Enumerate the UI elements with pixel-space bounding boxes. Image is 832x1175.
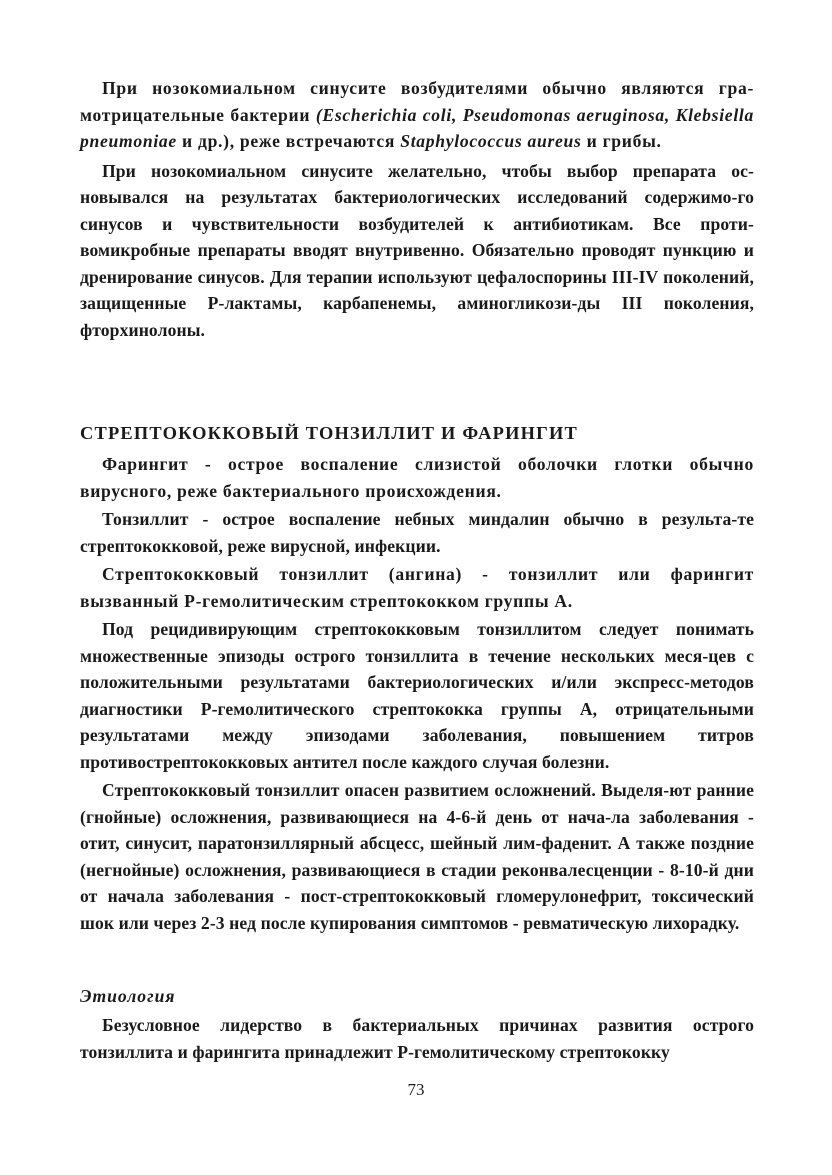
- paragraph-pharyngitis: Фарингит - острое воспаление слизистой оболочки глотки обычно вирусного, реже бактериального происхождения.: [80, 454, 754, 501]
- section-heading: СТРЕПТОКОККОВЫЙ ТОНЗИЛЛИТ И ФАРИНГИТ: [80, 423, 578, 443]
- page-number: 73: [407, 1080, 425, 1099]
- text-run: При нозокомиальном синусите возбудителями обычно являются гра-мотрицательные бактерии: [80, 78, 754, 125]
- paragraph-nosocomial-pathogens: [80, 75, 754, 155]
- paragraph-strep-tonsillitis: Стрептококковый тонзиллит (ангина) - тонзиллит или фарингит вызванный Р-гемолитическим стрептококком группы А.: [80, 564, 754, 611]
- italic-species: Staphylococcus aureus: [400, 131, 582, 151]
- section-body: [80, 451, 754, 936]
- italic-species-list: (Escherichia coli, Pseudomonas aeruginosa, Klebsiella pneumoniae: [80, 104, 754, 151]
- intro-block: [80, 75, 754, 343]
- paragraph-etiology: Безусловное лидерство в бактериальных причинах развития острого тонзиллита и фарингита принадлежит Р-гемолитическому стрептококку: [80, 1015, 754, 1062]
- text-run: и др.), реже встречаются: [176, 131, 401, 151]
- paragraph-recurrent-tonsillitis: Под рецидивирующим стрептококковым тонзиллитом следует понимать множественные эпизоды острого тонзиллита в течение нескольких меся-цев с положительными результатами бактериологических и/или экспресс-методов диагностики Р-гемолитического стрептококка группы А, отрицательными результатами между эпизодами заболевания, повышением титров противострептококковых антител после каждого случая болезни.: [80, 619, 754, 772]
- text-run: и грибы.: [581, 131, 662, 151]
- paragraph-complications: Стрептококковый тонзиллит опасен развитием осложнений. Выделя-ют ранние (гнойные) осложнения, развивающиеся на 4-6-й день от нача-ла заболевания - отит, синусит, паратонзиллярный абсцесс, шейный лим-фаденит. А также поздние (негнойные) осложнения, развивающиеся в стадии реконвалесценции - 8-10-й дни от начала заболевания - пост-стрептококковый гломерулонефрит, токсический шок или через 2-3 нед после купирования симптомов - ревматическую лихорадку.: [80, 780, 754, 933]
- paragraph-nosocomial-therapy: При нозокомиальном синусите желательно, чтобы выбор препарата ос-новывался на результатах бактериологических исследований содержимо-го синусов и чувствительности возбудителей к антибиотикам. Все проти-вомикробные препараты вводят внутривенно. Обязательно проводят пункцию и дренирование синусов. Для терапии используют цефалоспорины III-IV поколений, защищенные Р-лактамы, карбапенемы, аминогликози-ды III поколения, фторхинолоны.: [80, 160, 754, 340]
- etiology-body: [80, 1012, 754, 1065]
- paragraph-tonsillitis: Тонзиллит - острое воспаление небных миндалин обычно в результа-те стрептококковой, реже вирусной, инфекции.: [80, 509, 754, 556]
- etiology-heading: Этиология: [80, 986, 176, 1006]
